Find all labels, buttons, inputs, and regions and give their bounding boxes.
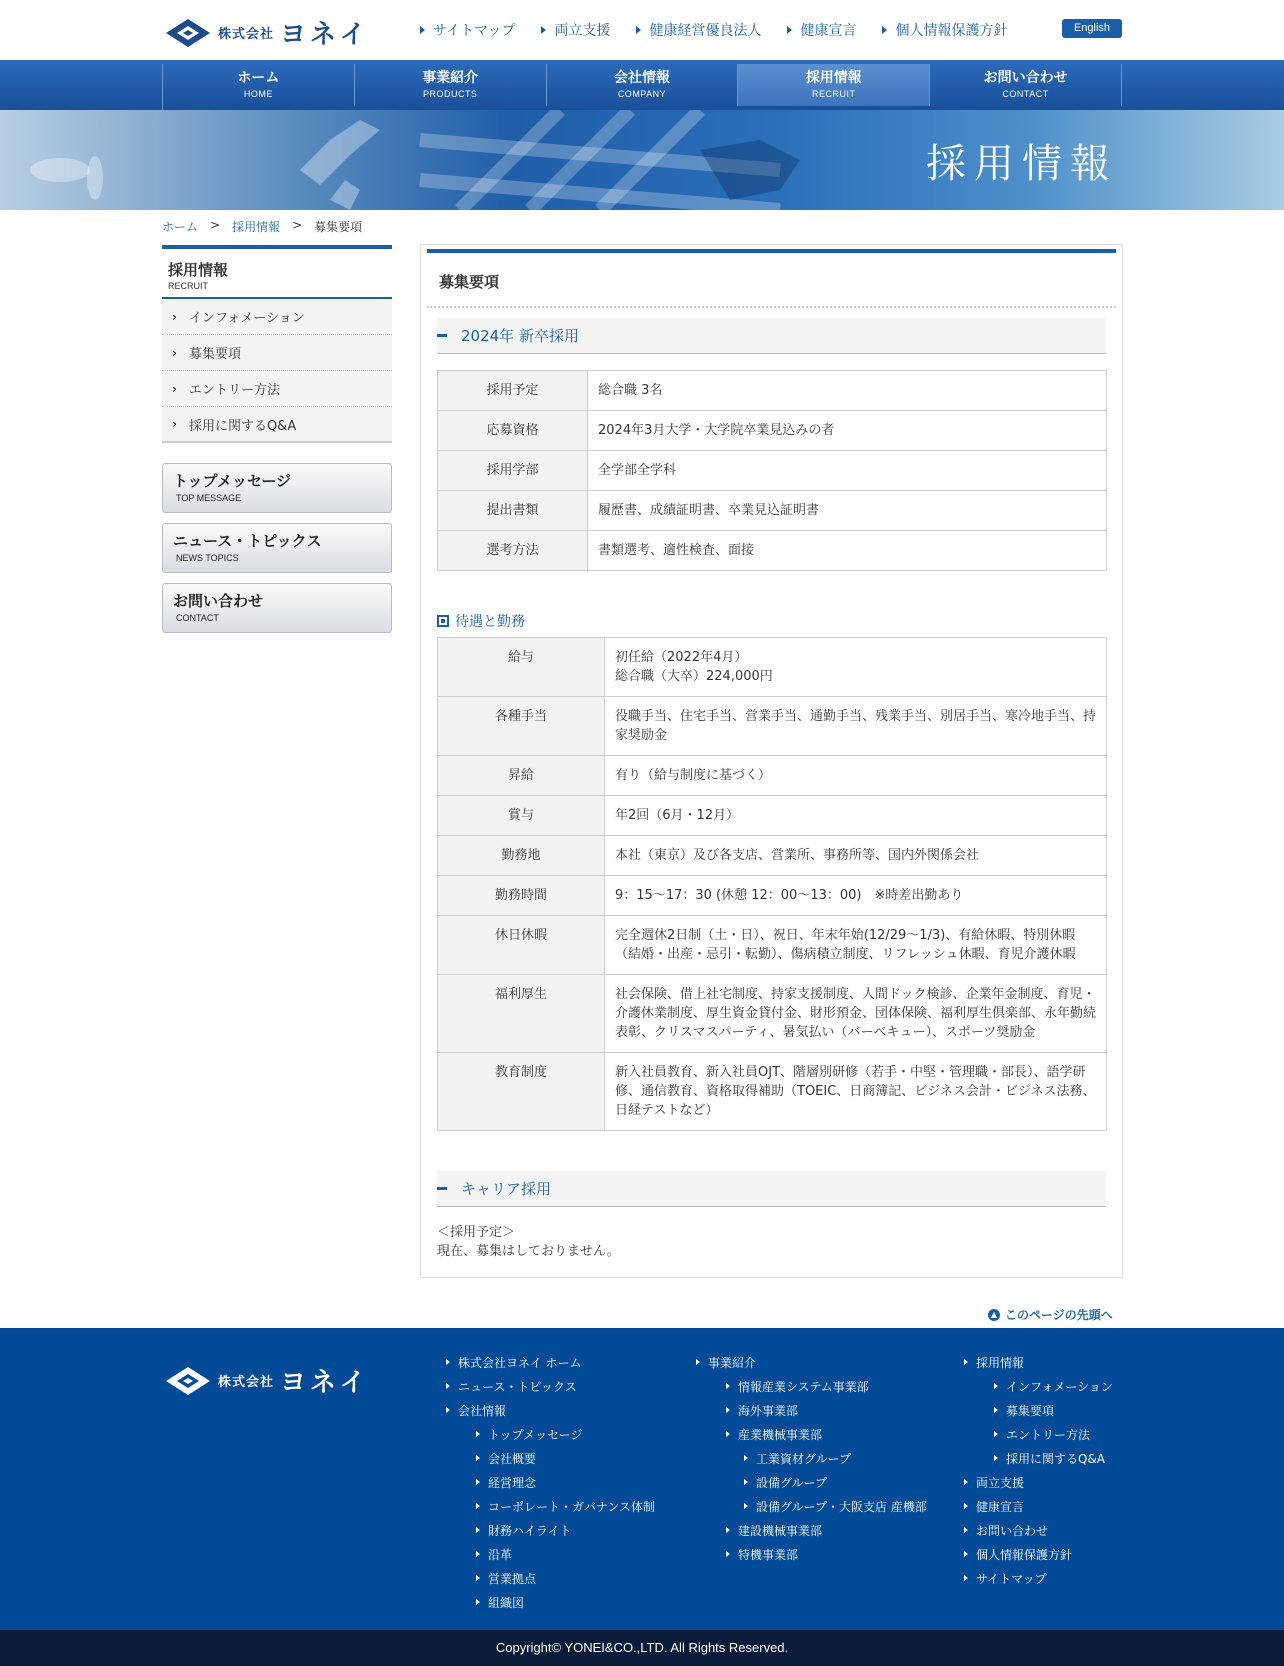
benefit-value: 初任給（2022年4月） 総合職（大卒）224,000円	[605, 638, 1107, 697]
footer-link[interactable]: 海外事業部	[696, 1398, 927, 1422]
footer-link[interactable]: 設備グループ	[696, 1470, 927, 1494]
triangle-right-icon	[726, 1383, 730, 1389]
copyright: Copyright© YONEI&CO.,LTD. All Rights Reserved.	[0, 1630, 1284, 1666]
subheading-benefits: 待遇と勤務	[437, 611, 1106, 631]
triangle-right-icon	[726, 1551, 730, 1557]
triangle-right-icon	[476, 1503, 480, 1509]
benefit-value: 新入社員教育、新入社員OJT、階層別研修（若手・中堅・管理職・部長）、語学研修、通信教育、資格取得補助（TOEIC、日商簿記、ビジネス会計・ビジネス法務、日経テストなど）	[605, 1053, 1107, 1131]
benefit-label: 教育制度	[438, 1053, 605, 1131]
benefit-label: 勤務地	[438, 836, 605, 876]
site-logo[interactable]	[164, 14, 370, 51]
sidebar-heading: 採用情報 RECRUIT	[162, 245, 392, 299]
requirement-label: 選考方法	[438, 531, 588, 571]
triangle-right-icon	[964, 1503, 968, 1509]
benefit-row	[438, 876, 1107, 916]
toplink-privacy[interactable]: 個人情報保護方針	[882, 20, 1007, 40]
requirement-row	[438, 531, 1107, 571]
footer-link[interactable]: 採用に関するQ&A	[964, 1446, 1113, 1470]
sidebar	[162, 245, 392, 633]
triangle-right-icon	[994, 1383, 998, 1389]
square-icon	[437, 615, 449, 627]
toplink-health-management[interactable]: 健康経営優良法人	[636, 20, 761, 40]
footer-link[interactable]: 沿革	[446, 1542, 655, 1566]
footer-link[interactable]: 財務ハイライト	[446, 1518, 655, 1542]
footer-link[interactable]: インフォメーション	[964, 1374, 1113, 1398]
triangle-right-icon	[964, 1575, 968, 1581]
news-topics-button[interactable]: ニュース・トピックス NEWS TOPICS	[162, 523, 392, 573]
benefit-row	[438, 836, 1107, 876]
triangle-right-icon	[726, 1431, 730, 1437]
gnav-recruit[interactable]: 採用情報 RECRUIT	[738, 64, 930, 106]
triangle-right-icon	[476, 1479, 480, 1485]
requirement-value: 総合職 3名	[588, 371, 1107, 411]
benefit-value: 有り（給与制度に基づく）	[605, 756, 1107, 796]
section-heading-career: キャリア採用	[437, 1171, 1106, 1207]
page-top-link[interactable]: ▲ このページの先頭へ	[988, 1306, 1113, 1323]
english-button[interactable]: English	[1062, 19, 1122, 38]
arrow-up-icon: ▲	[988, 1309, 1000, 1321]
footer-link[interactable]: コーポレート・ガバナンス体制	[446, 1494, 655, 1518]
sidebar-item-qa[interactable]: › 採用に関するQ&A	[162, 407, 392, 443]
gnav-home[interactable]: ホーム HOME	[163, 64, 355, 106]
footer-link[interactable]: 会社情報	[446, 1398, 655, 1422]
benefit-row	[438, 697, 1107, 756]
benefit-label: 勤務時間	[438, 876, 605, 916]
career-status: 現在、募集はしておりません。	[437, 1244, 620, 1259]
logo-mark-icon	[164, 17, 212, 49]
toplink-work-life[interactable]: 両立支援	[541, 20, 610, 40]
footer-link[interactable]: 会社概要	[446, 1446, 655, 1470]
footer-link[interactable]: 採用情報	[964, 1350, 1113, 1374]
footer-link[interactable]: 募集要項	[964, 1398, 1113, 1422]
triangle-right-icon	[636, 26, 641, 34]
breadcrumb	[162, 218, 362, 235]
contact-button[interactable]: お問い合わせ CONTACT	[162, 583, 392, 633]
triangle-right-icon	[476, 1431, 480, 1437]
footer-link[interactable]: 経営理念	[446, 1470, 655, 1494]
triangle-right-icon	[994, 1455, 998, 1461]
triangle-right-icon	[446, 1359, 450, 1365]
triangle-right-icon	[994, 1431, 998, 1437]
footer-link[interactable]: 個人情報保護方針	[964, 1542, 1113, 1566]
footer-link[interactable]: 両立支援	[964, 1470, 1113, 1494]
sidebar-item-entry[interactable]: › エントリー方法	[162, 371, 392, 407]
breadcrumb-separator: >	[292, 218, 303, 232]
chevron-right-icon: ›	[172, 309, 177, 324]
site-header	[0, 0, 1284, 60]
triangle-right-icon	[476, 1527, 480, 1533]
benefits-table	[437, 637, 1107, 1131]
requirement-row	[438, 411, 1107, 451]
requirement-row	[438, 451, 1107, 491]
footer-link[interactable]: 事業紹介	[696, 1350, 927, 1374]
benefit-value: 完全週休2日制（土・日）、祝日、年末年始(12/29～1/3)、有給休暇、特別休暇（結婚・出産・忌引・転勤）、傷病積立制度、リフレッシュ休暇、育児介護休暇	[605, 916, 1107, 975]
benefit-value: 本社（東京）及び各支店、営業所、事務所等、国内外関係会社	[605, 836, 1107, 876]
footer-link[interactable]: お問い合わせ	[964, 1518, 1113, 1542]
triangle-right-icon	[726, 1527, 730, 1533]
footer-link[interactable]: 組織図	[446, 1590, 655, 1614]
benefit-label: 福利厚生	[438, 975, 605, 1053]
footer-link[interactable]: 営業拠点	[446, 1566, 655, 1590]
triangle-right-icon	[994, 1407, 998, 1413]
triangle-right-icon	[744, 1503, 748, 1509]
requirement-row	[438, 491, 1107, 531]
requirement-value: 履歴書、成績証明書、卒業見込証明書	[588, 491, 1107, 531]
top-message-button[interactable]: トップメッセージ TOP MESSAGE	[162, 463, 392, 513]
requirement-value: 2024年3月大学・大学院卒業見込みの者	[588, 411, 1107, 451]
benefit-value: 社会保険、借上社宅制度、持家支援制度、人間ドック検診、企業年金制度、育児・介護休業制度、厚生資金貸付金、財形預金、団体保険、福利厚生倶楽部、永年勤続表彰、クリスマスパーティ、暑気払い（バーベキュー）、スポーツ奨励金	[605, 975, 1107, 1053]
benefit-value: 役職手当、住宅手当、営業手当、通勤手当、残業手当、別居手当、寒冷地手当、持家奨励金	[605, 697, 1107, 756]
triangle-right-icon	[696, 1359, 700, 1365]
requirement-value: 書類選考、適性検査、面接	[588, 531, 1107, 571]
benefit-label: 賞与	[438, 796, 605, 836]
triangle-right-icon	[964, 1551, 968, 1557]
triangle-right-icon	[964, 1479, 968, 1485]
requirement-label: 採用予定	[438, 371, 588, 411]
triangle-right-icon	[964, 1359, 968, 1365]
footer-link[interactable]: 建設機械事業部	[696, 1518, 927, 1542]
footer-link[interactable]: ニュース・トピックス	[446, 1374, 655, 1398]
top-links	[420, 20, 1033, 40]
triangle-right-icon	[541, 26, 546, 34]
benefit-value: 9：15～17：30 (休憩 12：00～13：00) ※時差出勤あり	[605, 876, 1107, 916]
triangle-right-icon	[420, 26, 425, 34]
benefit-row	[438, 975, 1107, 1053]
chevron-right-icon: ›	[172, 417, 177, 431]
sidebar-menu	[162, 299, 392, 443]
new-grad-table	[437, 370, 1107, 571]
career-label: ＜採用予定＞	[437, 1225, 516, 1240]
chevron-right-icon: ›	[172, 381, 177, 396]
toplink-health-declaration[interactable]: 健康宣言	[787, 20, 856, 40]
footer-column-recruit	[964, 1350, 1113, 1590]
sidebar-item-information[interactable]: › インフォメーション	[162, 299, 392, 335]
footer-link[interactable]: 設備グループ・大阪支店 産機部	[696, 1494, 927, 1518]
section-bar-icon	[437, 1187, 447, 1190]
banner-title: 採用情報	[926, 141, 1118, 187]
requirement-label: 採用学部	[438, 451, 588, 491]
logo-text-small: 株式会社	[218, 26, 275, 41]
gnav-products[interactable]: 事業紹介 PRODUCTS	[355, 64, 547, 106]
triangle-right-icon	[964, 1527, 968, 1533]
section-heading-new-grad: 2024年 新卒採用	[437, 318, 1106, 354]
footer-link[interactable]: エントリー方法	[964, 1422, 1113, 1446]
benefit-label: 各種手当	[438, 697, 605, 756]
toplink-sitemap[interactable]: サイトマップ	[420, 20, 515, 40]
triangle-right-icon	[476, 1575, 480, 1581]
gnav-contact[interactable]: お問い合わせ CONTACT	[930, 64, 1122, 106]
section-bar-icon	[437, 334, 447, 337]
footer-link[interactable]: サイトマップ	[964, 1566, 1113, 1590]
benefit-row	[438, 638, 1107, 697]
logo-mark-icon	[164, 1365, 212, 1397]
footer-link[interactable]: 特機事業部	[696, 1542, 927, 1566]
benefit-row	[438, 756, 1107, 796]
footer-column-products	[696, 1350, 927, 1566]
benefit-row	[438, 916, 1107, 975]
triangle-right-icon	[744, 1479, 748, 1485]
requirement-row	[438, 371, 1107, 411]
site-footer	[0, 1328, 1284, 1630]
benefit-row	[438, 1053, 1107, 1131]
page-banner	[0, 110, 1284, 210]
breadcrumb-home[interactable]: ホーム	[162, 220, 199, 234]
triangle-right-icon	[787, 26, 792, 34]
footer-link[interactable]: 情報産業システム事業部	[696, 1374, 927, 1398]
triangle-right-icon	[726, 1407, 730, 1413]
footer-link[interactable]: 株式会社ヨネイ ホーム	[446, 1350, 655, 1374]
triangle-right-icon	[446, 1383, 450, 1389]
gnav-company[interactable]: 会社情報 COMPANY	[547, 64, 739, 106]
footer-column-company	[446, 1350, 655, 1614]
global-nav	[0, 60, 1284, 110]
breadcrumb-current: 募集要項	[314, 220, 363, 234]
chevron-right-icon: ›	[172, 345, 177, 360]
footer-logo[interactable]: 株式会社 ヨネイ	[164, 1362, 370, 1399]
triangle-right-icon	[476, 1455, 480, 1461]
triangle-right-icon	[882, 26, 887, 34]
requirement-label: 応募資格	[438, 411, 588, 451]
main-content	[420, 244, 1123, 1278]
career-text	[437, 1223, 1106, 1261]
logo-text-big: ヨネイ	[280, 19, 370, 49]
requirement-value: 全学部全学科	[588, 451, 1107, 491]
requirement-label: 提出書類	[438, 491, 588, 531]
triangle-right-icon	[476, 1551, 480, 1557]
benefit-value: 年2回（6月・12月）	[605, 796, 1107, 836]
breadcrumb-recruit[interactable]: 採用情報	[232, 220, 281, 234]
benefit-label: 昇給	[438, 756, 605, 796]
sidebar-item-requirements[interactable]: › 募集要項	[162, 335, 392, 371]
footer-link[interactable]: 工業資材グループ	[696, 1446, 927, 1470]
triangle-right-icon	[744, 1455, 748, 1461]
triangle-right-icon	[446, 1407, 450, 1413]
page-title: 募集要項	[427, 253, 1116, 308]
footer-link[interactable]: 産業機械事業部	[696, 1422, 927, 1446]
breadcrumb-separator: >	[210, 218, 221, 232]
footer-link[interactable]: トップメッセージ	[446, 1422, 655, 1446]
footer-link[interactable]: 健康宣言	[964, 1494, 1113, 1518]
benefit-label: 給与	[438, 638, 605, 697]
benefit-row	[438, 796, 1107, 836]
triangle-right-icon	[476, 1599, 480, 1605]
benefit-label: 休日休暇	[438, 916, 605, 975]
